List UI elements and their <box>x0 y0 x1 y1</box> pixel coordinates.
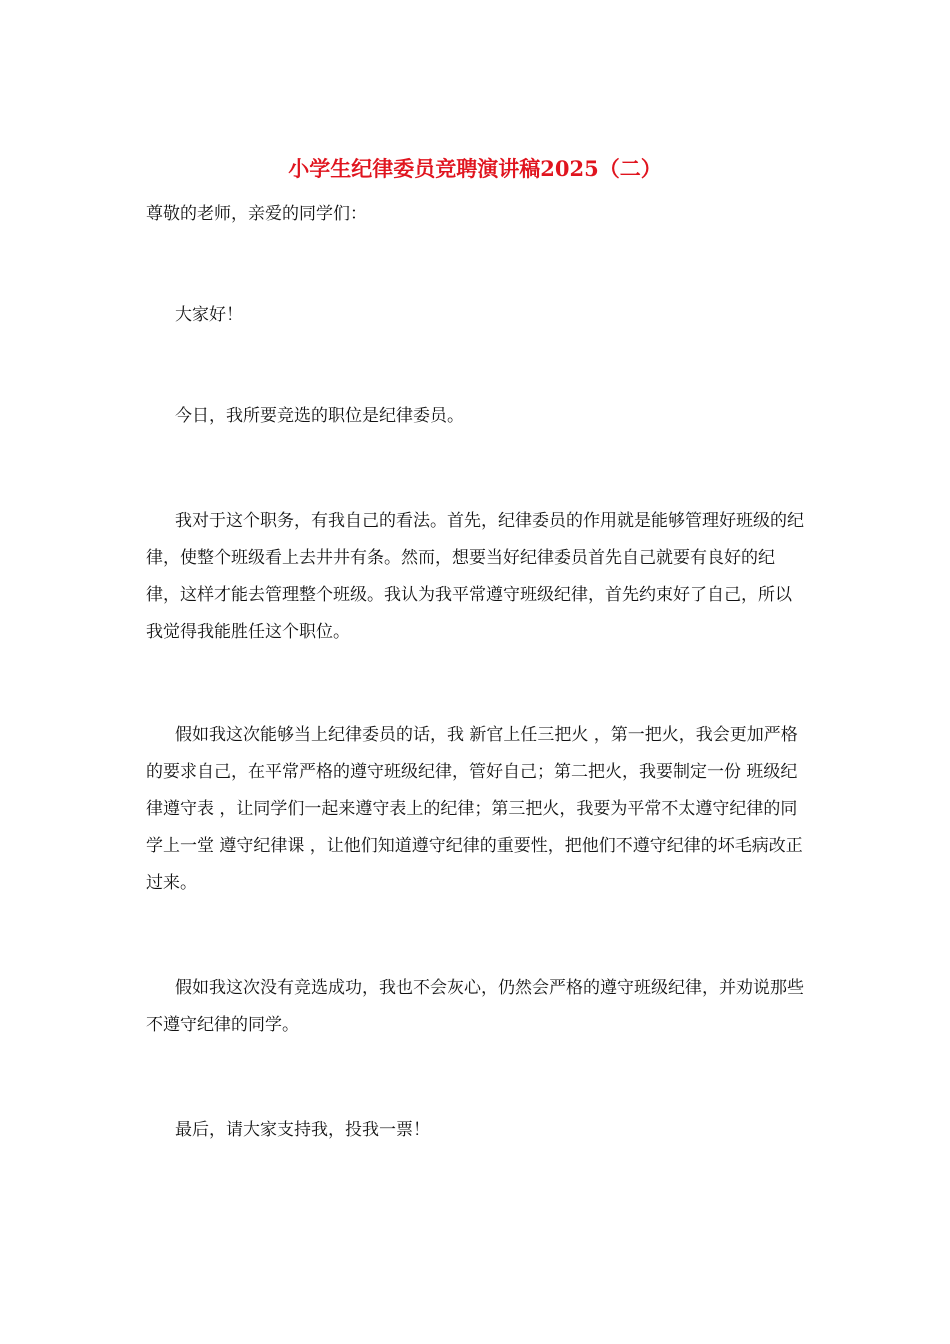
paragraph-greeting: 大家好！ <box>175 305 243 325</box>
paragraph-closing: 最后，请大家支持我，投我一票！ <box>175 1120 430 1140</box>
document-title: 小学生纪律委员竞聘演讲稿2025（二） <box>288 156 662 181</box>
paragraph-position: 今日，我所要竞选的职位是纪律委员。 <box>175 406 464 426</box>
salutation: 尊敬的老师，亲爱的同学们： <box>146 204 367 224</box>
paragraph-plan: 假如我这次能够当上纪律委员的话，我 新官上任三把火 ，第一把火，我会更加严格的要求自己，在平常严格的遵守班级纪律，管好自己；第二把火，我要制定一份 班级纪律遵守表 ，让同学们一起来遵守表上的纪律；第三把火，我要为平常不太遵守纪律的同学上一堂 遵守纪律课 ，让他们知道遵守纪律的重要性，把他们不遵守纪律的坏毛病改正过来。 <box>146 725 803 893</box>
paragraph-view: 我对于这个职务，有我自己的看法。首先，纪律委员的作用就是能够管理好班级的纪律，使整个班级看上去井井有条。然而，想要当好纪律委员首先自己就要有良好的纪律，这样才能去管理整个班级。我认为我平常遵守班级纪律，首先约束好了自己，所以我觉得我能胜任这个职位。 <box>146 511 804 642</box>
paragraph-fallback: 假如我这次没有竞选成功，我也不会灰心，仍然会严格的遵守班级纪律，并劝说那些不遵守纪律的同学。 <box>146 978 804 1035</box>
